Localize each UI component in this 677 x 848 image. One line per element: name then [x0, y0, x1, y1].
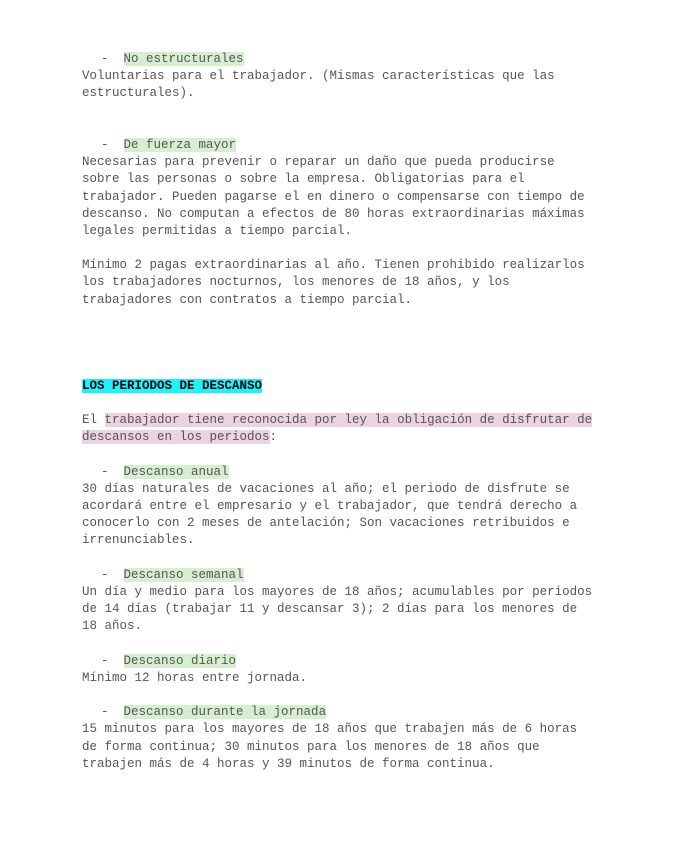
text-line: 30 días naturales de vacaciones al año; el periodo de disfrute se — [82, 481, 570, 496]
intro-highlight-1: trabajador tiene reconocida por ley la obligación de disfrutar de — [104, 412, 593, 427]
paragraph-descanso-diario — [82, 670, 602, 687]
text-line: los trabajadores nocturnos, los menores de 18 años, y los — [82, 275, 510, 290]
heading-descanso-anual — [82, 464, 602, 481]
text-line: conocerlo con 2 meses de antelación; Son vacaciones retribuidos e — [82, 516, 570, 531]
text-line: 18 años. — [82, 619, 143, 634]
heading-text: Descanso diario — [123, 653, 237, 668]
text-line: Necesarias para prevenir o reparar un daño que pueda producirse — [82, 155, 555, 170]
text-line: estructurales). — [82, 86, 195, 101]
intro-highlight-2: descansos en los periodos — [82, 430, 270, 445]
intro-suffix: : — [269, 430, 278, 445]
text-line — [82, 429, 602, 446]
heading-descanso-jornada — [82, 704, 602, 721]
text-line: de 14 días (trabajar 11 y descansar 3); 2 días para los menores de — [82, 602, 578, 617]
paragraph-descanso-semanal — [82, 584, 602, 636]
section-title-periodos-descanso — [82, 378, 602, 395]
paragraph-descanso-jornada — [82, 721, 602, 773]
text-line: 15 minutos para los mayores de 18 años que trabajen más de 6 horas — [82, 722, 578, 737]
text-line: de forma continua; 30 minutos para los menores de 18 años que — [82, 739, 540, 754]
text-line: legales permitidas a tiempo parcial. — [82, 223, 353, 238]
heading-text: De fuerza mayor — [123, 137, 237, 152]
heading-descanso-semanal — [82, 567, 602, 584]
bullet-dash: - — [101, 653, 109, 668]
heading-fuerza-mayor — [82, 137, 602, 154]
bullet-dash: - — [101, 52, 109, 66]
paragraph-descanso-anual — [82, 481, 602, 550]
heading-text: Descanso anual — [123, 464, 229, 479]
text-line: trabajadores con contratos a tiempo parcial. — [82, 292, 413, 307]
paragraph-minimo-pagas — [82, 257, 602, 309]
heading-text: Descanso semanal — [123, 567, 244, 582]
bullet-dash: - — [101, 567, 109, 582]
document-page — [82, 51, 602, 773]
heading-no-estructurales — [82, 51, 602, 68]
heading-descanso-diario — [82, 653, 602, 670]
text-line: descanso. No computan a efectos de 80 horas extraordinarias máximas — [82, 206, 585, 221]
text-line: irrenunciables. — [82, 533, 195, 548]
intro-prefix: El — [82, 412, 105, 427]
paragraph-no-estructurales — [82, 68, 602, 102]
text-line: Mínimo 2 pagas extraordinarias al año. Tienen prohibido realizarlos — [82, 258, 585, 273]
text-line: sobre las personas o sobre la empresa. Obligatorias para el — [82, 172, 525, 187]
paragraph-fuerza-mayor — [82, 154, 602, 240]
text-line: Mínimo 12 horas entre jornada. — [82, 670, 308, 685]
text-line — [82, 412, 602, 429]
text-line: trabajador. Pueden pagarse el en dinero o compensarse con tiempo de — [82, 189, 585, 204]
text-line: acordará entre el empresario y el trabajador, que tendrá derecho a — [82, 498, 578, 513]
bullet-dash: - — [101, 464, 109, 479]
section-title-text: LOS PERIODOS DE DESCANSO — [82, 378, 263, 393]
text-line: Voluntarias para el trabajador. (Mismas características que las — [82, 69, 555, 84]
heading-text: Descanso durante la jornada — [123, 705, 327, 720]
text-line: Un día y medio para los mayores de 18 años; acumulables por periodos — [82, 584, 593, 599]
heading-text: No estructurales — [123, 52, 244, 66]
bullet-dash: - — [101, 137, 109, 152]
text-line: trabajen más de 4 horas y 39 minutos de forma continua. — [82, 756, 495, 771]
bullet-dash: - — [101, 705, 109, 720]
paragraph-intro-descanso — [82, 412, 602, 446]
